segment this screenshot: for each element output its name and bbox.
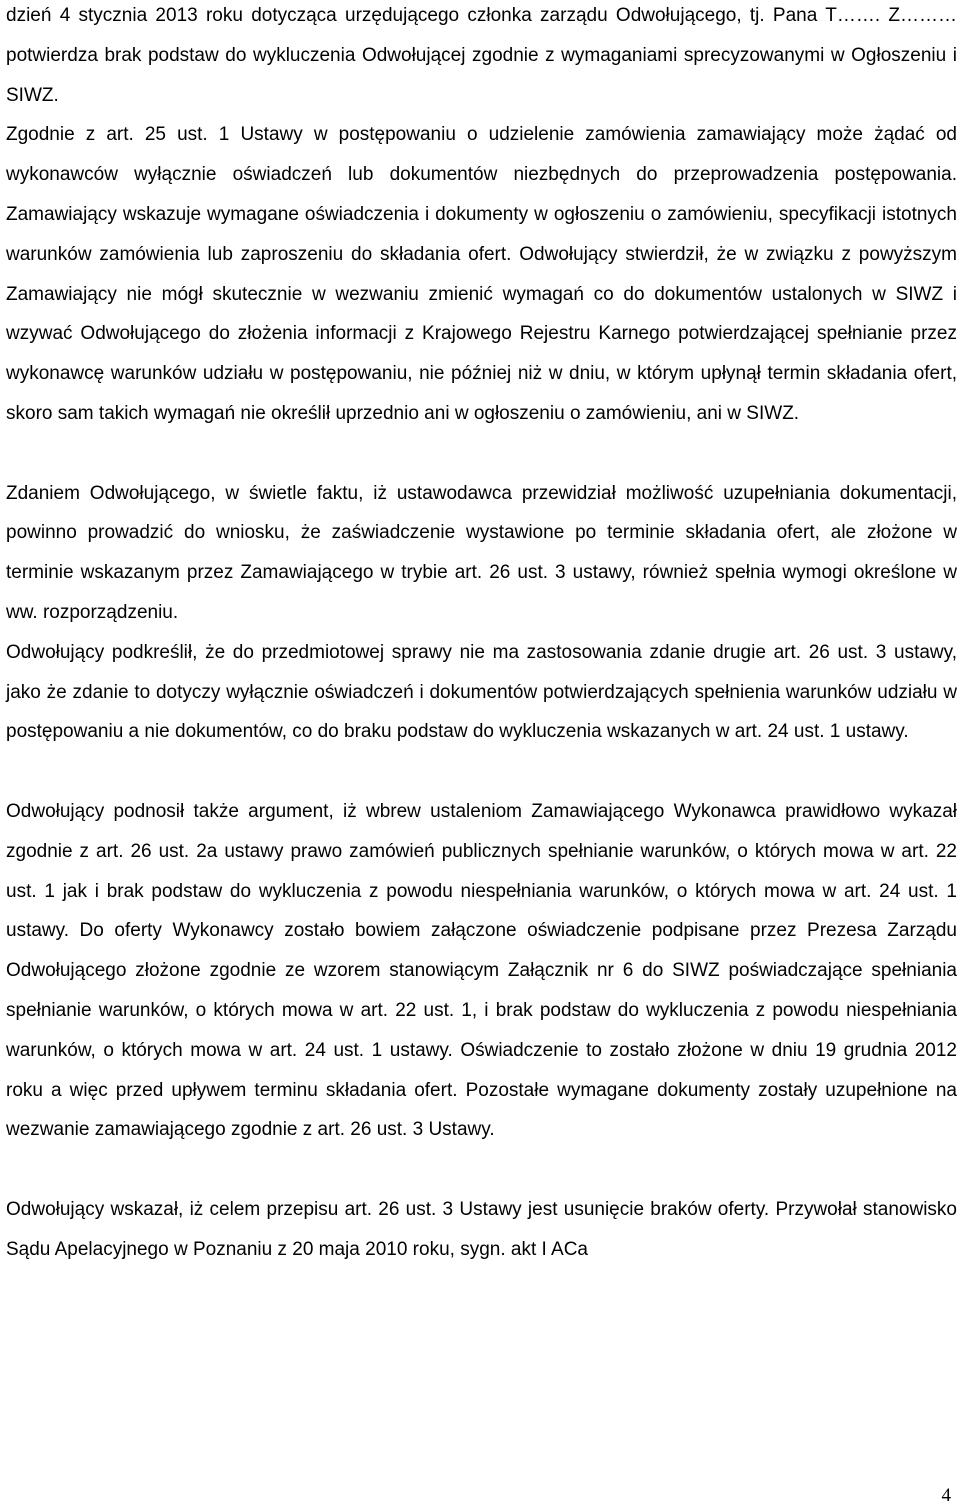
paragraph: Zgodnie z art. 25 ust. 1 Ustawy w postępowaniu o udzielenie zamówienia zamawiający może żądać od wykonawców wyłącznie oświadczeń lub dokumentów niezbędnych do przeprowadzenia postępowania. Zamawiający wskazuje wymagane oświadczenia i dokumenty w ogłoszeniu o zamówieniu, specyfikacji istotnych warunków zamówienia lub zaproszeniu do składania ofert. Odwołujący stwierdził, że w związku z powyższym Zamawiający nie mógł skutecznie w wezwaniu zmienić wymagań co do dokumentów ustalonych w SIWZ i wzywać Odwołującego do złożenia informacji z Krajowego Rejestru Karnego potwierdzającej spełnianie przez wykonawcę warunków udziału w postępowaniu, nie później niż w dniu, w którym upłynął termin składania ofert, skoro sam takich wymagań nie określił uprzednio ani w ogłoszeniu o zamówieniu, ani w SIWZ. xyxy=(6,124,957,424)
paragraph: dzień 4 stycznia 2013 roku dotycząca urzędującego członka zarządu Odwołującego, tj. Pana T……. Z……… potwierdza brak podstaw do wykluczenia Odwołującej zgodnie z wymaganiami sprecyzowanymi w Ogłoszeniu i SIWZ. xyxy=(6,5,957,106)
paragraph-gap xyxy=(6,434,957,474)
paragraph-gap xyxy=(6,1150,957,1190)
paragraph-block-2 xyxy=(6,474,957,753)
paragraph: Odwołujący podkreślił, że do przedmiotowej sprawy nie ma zastosowania zdanie drugie art. 26 ust. 3 ustawy, jako że zdanie to dotyczy wyłącznie oświadczeń i dokumentów potwierdzających spełnienia warunków udziału w postępowaniu a nie dokumentów, co do braku podstaw do wykluczenia wskazanych w art. 24 ust. 1 ustawy. xyxy=(6,641,957,743)
paragraph: Odwołujący wskazał, iż celem przepisu art. 26 ust. 3 Ustawy jest usunięcie braków oferty. Przywołał stanowisko Sądu Apelacyjnego w Poznaniu z 20 maja 2010 roku, sygn. akt I ACa xyxy=(6,1198,957,1260)
paragraph: Odwołujący podnosił także argument, iż wbrew ustaleniom Zamawiającego Wykonawca prawidłowo wykazał zgodnie z art. 26 ust. 2a ustawy prawo zamówień publicznych spełnianie warunków, o których mowa w art. 22 ust. 1 jak i brak podstaw do wykluczenia z powodu niespełniania warunków, o których mowa w art. 24 ust. 1 ustawy. Do oferty Wykonawcy zostało bowiem załączone oświadczenie podpisane przez Prezesa Zarządu Odwołującego złożone zgodnie ze wzorem stanowiącym Załącznik nr 6 do SIWZ poświadczające spełniania spełnianie warunków, o których mowa w art. 22 ust. 1, i brak podstaw do wykluczenia z powodu niespełniania warunków, o których mowa w art. 24 ust. 1 ustawy. Oświadczenie to zostało złożone w dniu 19 grudnia 2012 roku a więc przed upływem terminu składania ofert. Pozostałe wymagane dokumenty zostały uzupełnione na wezwanie zamawiającego zgodnie z art. 26 ust. 3 Ustawy. xyxy=(6,800,957,1141)
paragraph-block-4 xyxy=(6,1190,957,1270)
paragraph-block-1 xyxy=(6,0,957,434)
page-number: 4 xyxy=(941,1485,951,1506)
paragraph: Zdaniem Odwołującego, w świetle faktu, iż ustawodawca przewidział możliwość uzupełniania dokumentacji, powinno prowadzić do wniosku, że zaświadczenie wystawione po terminie składania ofert, ale złożone w terminie wskazanym przez Zamawiającego w trybie art. 26 ust. 3 ustawy, również spełnia wymogi określone w ww. rozporządzeniu. xyxy=(6,482,957,623)
paragraph-gap xyxy=(6,752,957,792)
paragraph-block-3 xyxy=(6,792,957,1150)
